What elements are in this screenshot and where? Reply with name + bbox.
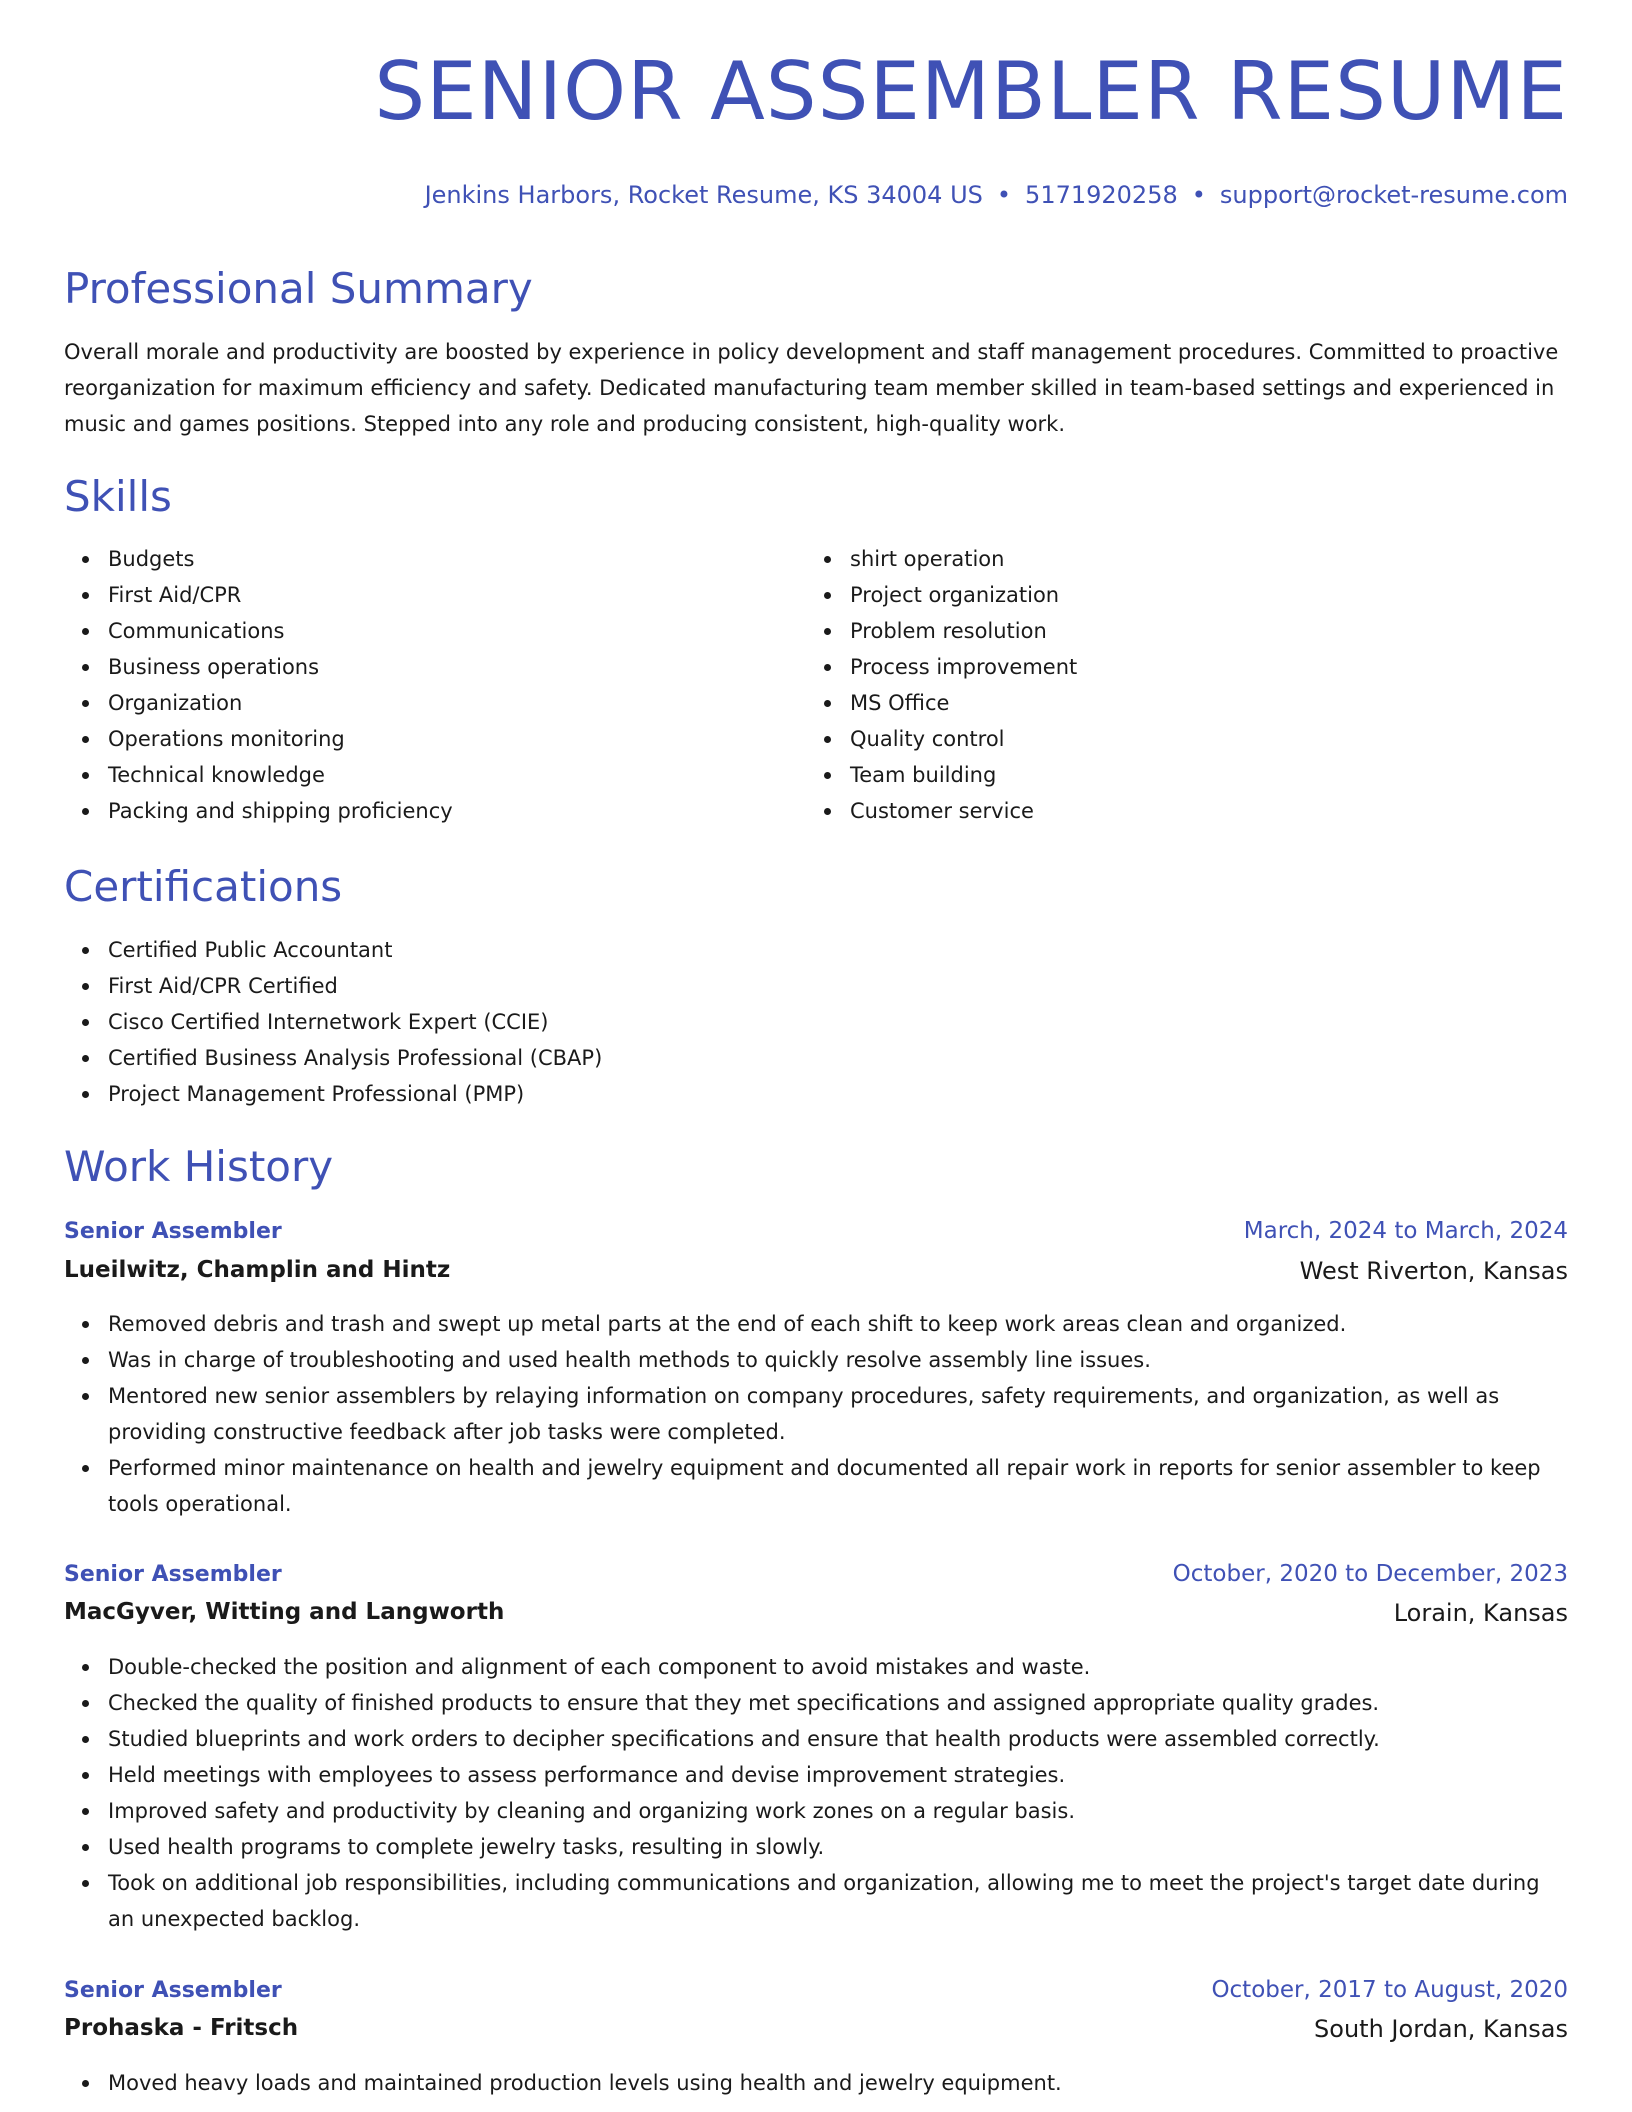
resume-title: SENIOR ASSEMBLER RESUME <box>374 45 1568 138</box>
job-duty-item: Improved safety and productivity by cleaning and organizing work zones on a regular basis. <box>108 1793 1568 1829</box>
contact-phone: 5171920258 <box>1025 181 1178 209</box>
job-title: Senior Assembler <box>64 1978 282 2003</box>
contact-separator: • <box>996 181 1012 209</box>
certification-item: Certified Public Accountant <box>108 932 1568 968</box>
skill-item: Budgets <box>108 541 808 577</box>
contact-email[interactable]: support@rocket-resume.com <box>1219 181 1568 209</box>
contact-separator: • <box>1191 181 1206 209</box>
job-location: South Jordan, Kansas <box>1314 2015 1568 2043</box>
certification-item: First Aid/CPR Certified <box>108 968 1568 1004</box>
job-company: MacGyver, Witting and Langworth <box>64 1599 505 1625</box>
certification-item: Certified Business Analysis Professional (CBAP) <box>108 1040 1568 1076</box>
skill-item: Technical knowledge <box>108 757 808 793</box>
job-duty-item: Removed debris and trash and swept up metal parts at the end of each shift to keep work areas clean and organized. <box>108 1306 1568 1342</box>
job-duty-item: Studied blueprints and work orders to decipher specifications and ensure that health products were assembled correctly. <box>108 1721 1568 1757</box>
skills-list-left <box>64 541 808 829</box>
contact-address: Jenkins Harbors, Rocket Resume, KS 34004 US <box>424 181 983 209</box>
job-company: Prohaska - Fritsch <box>64 2015 299 2041</box>
skill-item: MS Office <box>850 685 1550 721</box>
skill-item: Operations monitoring <box>108 721 808 757</box>
job-duty-item: Mentored new senior assemblers by relaying information on company procedures, safety requirements, and organization, as well as providing constructive feedback after job tasks were completed. <box>108 1378 1568 1450</box>
job-duty-item: Was in charge of troubleshooting and used health methods to quickly resolve assembly line issues. <box>108 1342 1568 1378</box>
job-duties <box>64 1306 1568 1522</box>
skill-item: Business operations <box>108 649 808 685</box>
skills-list-right <box>806 541 1550 829</box>
skill-item: Process improvement <box>850 649 1550 685</box>
job-duty-item: Moved heavy loads and maintained production levels using health and jewelry equipment. <box>108 2065 1568 2101</box>
job-duty-item: Performed minor maintenance on health and jewelry equipment and documented all repair work in reports for senior assembler to keep tools operational. <box>108 1450 1568 1522</box>
certification-item: Project Management Professional (PMP) <box>108 1076 1568 1112</box>
skill-item: Communications <box>108 613 808 649</box>
job-title: Senior Assembler <box>64 1219 282 1244</box>
job-duties <box>64 1649 1568 1937</box>
skill-item: Quality control <box>850 721 1550 757</box>
job-duty-item: Took on additional job responsibilities, including communications and organization, allowing me to meet the project's target date during an unexpected backlog. <box>108 1865 1568 1937</box>
work-history-heading: Work History <box>64 1142 334 1191</box>
summary-text: Overall morale and productivity are boosted by experience in policy development and staff management procedures. Committed to proactive reorganization for maximum efficiency and safety. Dedicated manufacturing team member skilled in team-based settings and experienced in music and games positions. Stepped into any role and producing consistent, high-quality work. <box>64 340 1559 436</box>
job-dates: October, 2020 to December, 2023 <box>1172 1561 1568 1587</box>
job-company: Lueilwitz, Champlin and Hintz <box>64 1257 451 1283</box>
job-location: West Riverton, Kansas <box>1299 1257 1568 1285</box>
skill-item: shirt operation <box>850 541 1550 577</box>
skill-item: Organization <box>108 685 808 721</box>
skill-item: Project organization <box>850 577 1550 613</box>
skill-item: Customer service <box>850 793 1550 829</box>
skill-item: Team building <box>850 757 1550 793</box>
certification-item: Cisco Certified Internetwork Expert (CCIE) <box>108 1004 1568 1040</box>
job-dates: October, 2017 to August, 2020 <box>1211 1977 1568 2003</box>
job-duty-item: Checked the quality of finished products to ensure that they met specifications and assigned appropriate quality grades. <box>108 1685 1568 1721</box>
job-title: Senior Assembler <box>64 1562 282 1587</box>
contact-line <box>425 183 1568 207</box>
skill-item: First Aid/CPR <box>108 577 808 613</box>
certifications-list <box>64 932 1568 1112</box>
certifications-heading: Certifications <box>64 862 343 911</box>
job-duties <box>64 2065 1568 2101</box>
skills-heading: Skills <box>64 472 172 521</box>
skill-item: Packing and shipping proficiency <box>108 793 808 829</box>
job-duty-item: Used health programs to complete jewelry tasks, resulting in slowly. <box>108 1829 1568 1865</box>
summary-heading: Professional Summary <box>64 264 533 313</box>
skill-item: Problem resolution <box>850 613 1550 649</box>
job-duty-item: Held meetings with employees to assess performance and devise improvement strategies. <box>108 1757 1568 1793</box>
job-location: Lorain, Kansas <box>1393 1599 1568 1627</box>
job-duty-item: Double-checked the position and alignment of each component to avoid mistakes and waste. <box>108 1649 1568 1685</box>
job-dates: March, 2024 to March, 2024 <box>1243 1218 1568 1244</box>
